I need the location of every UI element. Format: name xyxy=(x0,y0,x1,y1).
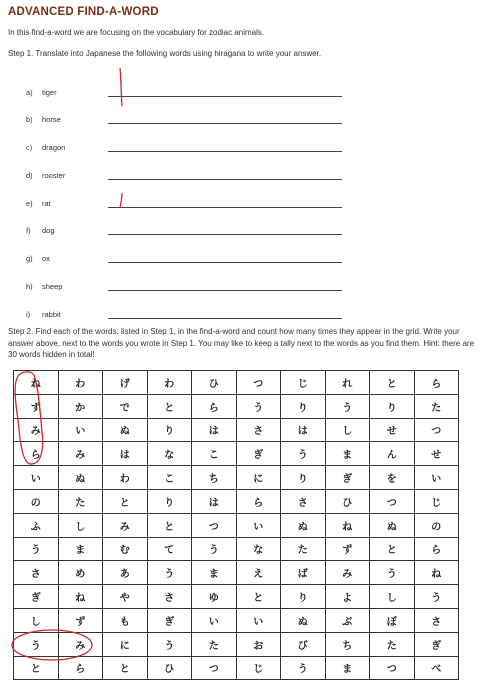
grid-cell[interactable]: し xyxy=(14,608,59,632)
grid-cell[interactable]: と xyxy=(103,489,148,513)
vocab-item xyxy=(26,282,356,296)
grid-cell[interactable]: ね xyxy=(58,585,103,609)
grid-cell[interactable]: ん xyxy=(370,442,415,466)
grid-cell[interactable]: う xyxy=(325,394,370,418)
grid-cell[interactable]: ぎ xyxy=(414,632,459,656)
intro-text: In this find-a-word we are focusing on the vocabulary for zodiac animals. xyxy=(8,28,265,37)
grid-cell[interactable]: い xyxy=(236,608,281,632)
grid-cell[interactable]: を xyxy=(370,466,415,490)
answer-line[interactable] xyxy=(108,318,342,319)
answer-line[interactable] xyxy=(108,290,342,291)
grid-cell[interactable]: げ xyxy=(103,371,148,395)
grid-cell[interactable]: れ xyxy=(325,371,370,395)
grid-cell[interactable]: う xyxy=(147,632,192,656)
grid-cell[interactable]: た xyxy=(370,632,415,656)
grid-cell[interactable]: ぬ xyxy=(370,513,415,537)
vocab-letter: h) xyxy=(26,282,33,291)
grid-cell[interactable]: ね xyxy=(14,371,59,395)
vocab-word: ox xyxy=(42,254,50,263)
grid-row xyxy=(14,656,459,680)
grid-cell[interactable]: み xyxy=(14,418,59,442)
vocab-letter: c) xyxy=(26,143,33,152)
grid-cell[interactable]: と xyxy=(147,394,192,418)
grid-cell[interactable]: ら xyxy=(236,489,281,513)
grid-cell[interactable]: み xyxy=(58,442,103,466)
vocab-item xyxy=(26,171,356,185)
vocab-word: dog xyxy=(42,226,55,235)
vocab-letter: f) xyxy=(26,226,31,235)
grid-cell[interactable]: う xyxy=(281,442,326,466)
vocab-letter: a) xyxy=(26,88,33,97)
answer-line[interactable] xyxy=(108,262,342,263)
grid-cell[interactable]: し xyxy=(58,513,103,537)
grid-cell[interactable]: ゆ xyxy=(192,585,237,609)
grid-cell[interactable]: や xyxy=(103,585,148,609)
step1-instructions: Step 1. Translate into Japanese the following words using hiragana to write your answer. xyxy=(8,49,322,58)
grid-cell[interactable]: さ xyxy=(236,418,281,442)
worksheet-title: ADVANCED FIND-A-WORD xyxy=(8,6,159,18)
grid-cell[interactable]: じ xyxy=(414,489,459,513)
grid-cell[interactable]: ぶ xyxy=(325,608,370,632)
grid-cell[interactable]: に xyxy=(103,632,148,656)
grid-cell[interactable]: な xyxy=(147,442,192,466)
grid-row xyxy=(14,442,459,466)
grid-cell[interactable]: ま xyxy=(325,442,370,466)
vocab-item xyxy=(26,254,356,268)
grid-cell[interactable]: い xyxy=(14,466,59,490)
grid-cell[interactable]: つ xyxy=(370,656,415,680)
grid-cell[interactable]: う xyxy=(236,394,281,418)
grid-cell[interactable]: ず xyxy=(14,394,59,418)
grid-cell[interactable]: さ xyxy=(14,561,59,585)
grid-row xyxy=(14,561,459,585)
grid-cell[interactable]: い xyxy=(58,418,103,442)
grid-cell[interactable]: ぬ xyxy=(103,418,148,442)
grid-cell[interactable]: ぬ xyxy=(58,466,103,490)
grid-cell[interactable]: ひ xyxy=(192,371,237,395)
grid-cell[interactable]: め xyxy=(58,561,103,585)
grid-cell[interactable]: う xyxy=(370,561,415,585)
answer-line[interactable] xyxy=(108,123,342,124)
grid-cell[interactable]: つ xyxy=(370,489,415,513)
grid-cell[interactable]: で xyxy=(103,394,148,418)
grid-cell[interactable]: ず xyxy=(325,537,370,561)
grid-cell[interactable]: と xyxy=(14,656,59,680)
grid-cell[interactable]: り xyxy=(147,418,192,442)
grid-cell[interactable]: り xyxy=(370,394,415,418)
vocab-word: tiger xyxy=(42,88,57,97)
grid-cell[interactable]: は xyxy=(192,418,237,442)
grid-cell[interactable]: あ xyxy=(103,561,148,585)
vocab-word: sheep xyxy=(42,282,63,291)
vocab-word: rooster xyxy=(42,171,66,180)
grid-cell[interactable]: せ xyxy=(370,418,415,442)
grid-cell[interactable]: い xyxy=(236,513,281,537)
vocab-item xyxy=(26,199,356,213)
grid-cell[interactable]: つ xyxy=(192,656,237,680)
grid-cell[interactable]: は xyxy=(103,442,148,466)
grid-cell[interactable]: せ xyxy=(414,442,459,466)
grid-cell[interactable]: は xyxy=(281,418,326,442)
grid-cell[interactable]: さ xyxy=(147,585,192,609)
grid-cell[interactable]: ぬ xyxy=(281,513,326,537)
grid-cell[interactable]: い xyxy=(192,608,237,632)
step2-instructions: Step 2. Find each of the words, listed in Step 1, in the find-a-word and count how many times they appear in the grid. Write your answer above, next to the words you wrote in Step 1. You may like to keep a tally next to the words as you find them. Hint: there are 30 words hidden in total! xyxy=(8,327,475,359)
grid-cell[interactable]: ふ xyxy=(14,513,59,537)
vocab-word: rat xyxy=(42,199,51,208)
grid-cell[interactable]: べ xyxy=(414,656,459,680)
grid-row xyxy=(14,608,459,632)
grid-cell[interactable]: の xyxy=(414,513,459,537)
vocab-letter: g) xyxy=(26,254,33,263)
grid-cell[interactable]: う xyxy=(14,537,59,561)
vocab-word: rabbit xyxy=(42,310,61,319)
grid-cell[interactable]: て xyxy=(147,537,192,561)
grid-cell[interactable]: の xyxy=(14,489,59,513)
grid-cell[interactable]: た xyxy=(281,537,326,561)
answer-line[interactable] xyxy=(108,151,342,152)
grid-cell[interactable]: も xyxy=(103,608,148,632)
grid-cell[interactable]: た xyxy=(192,632,237,656)
grid-cell[interactable]: ぼ xyxy=(370,608,415,632)
grid-row xyxy=(14,537,459,561)
grid-row xyxy=(14,489,459,513)
vocab-letter: d) xyxy=(26,171,33,180)
grid-cell[interactable]: う xyxy=(147,561,192,585)
vocab-letter: i) xyxy=(26,310,31,319)
grid-cell[interactable]: え xyxy=(236,561,281,585)
grid-cell[interactable]: お xyxy=(236,632,281,656)
grid-cell[interactable]: じ xyxy=(236,656,281,680)
grid-cell[interactable]: ぬ xyxy=(281,608,326,632)
vocab-letter: b) xyxy=(26,115,33,124)
grid-cell[interactable]: と xyxy=(103,656,148,680)
grid-cell[interactable]: わ xyxy=(58,371,103,395)
grid-cell[interactable]: ら xyxy=(58,656,103,680)
grid-cell[interactable]: つ xyxy=(236,371,281,395)
grid-row xyxy=(14,585,459,609)
grid-cell[interactable]: り xyxy=(147,489,192,513)
grid-cell[interactable]: と xyxy=(370,537,415,561)
grid-cell[interactable]: ら xyxy=(14,442,59,466)
find-a-word-grid xyxy=(13,370,459,680)
grid-cell[interactable]: わ xyxy=(103,466,148,490)
grid-cell[interactable]: つ xyxy=(192,513,237,537)
grid-cell[interactable]: こ xyxy=(147,466,192,490)
answer-line[interactable] xyxy=(108,96,342,97)
grid-row xyxy=(14,371,459,395)
grid-cell[interactable]: り xyxy=(281,585,326,609)
grid-cell[interactable]: む xyxy=(103,537,148,561)
grid-cell[interactable]: ら xyxy=(414,371,459,395)
grid-cell[interactable]: う xyxy=(192,537,237,561)
vocab-item xyxy=(26,115,356,129)
grid-cell[interactable]: し xyxy=(370,585,415,609)
grid-cell[interactable]: ま xyxy=(58,537,103,561)
grid-row xyxy=(14,394,459,418)
answer-line[interactable] xyxy=(108,207,342,208)
grid-cell[interactable]: じ xyxy=(281,371,326,395)
grid-cell[interactable]: ぎ xyxy=(147,608,192,632)
grid-cell[interactable]: わ xyxy=(147,371,192,395)
grid-cell[interactable]: さ xyxy=(281,489,326,513)
grid-cell[interactable]: ず xyxy=(58,608,103,632)
grid-cell[interactable]: と xyxy=(236,585,281,609)
grid-cell[interactable]: ひ xyxy=(325,489,370,513)
grid-cell[interactable]: と xyxy=(147,513,192,537)
grid-cell[interactable]: り xyxy=(281,466,326,490)
grid-cell[interactable]: み xyxy=(103,513,148,537)
grid-cell[interactable]: ら xyxy=(414,537,459,561)
grid-cell[interactable]: み xyxy=(58,632,103,656)
grid-cell[interactable]: う xyxy=(281,656,326,680)
grid-cell[interactable]: び xyxy=(281,632,326,656)
grid-cell[interactable]: ち xyxy=(325,632,370,656)
grid-cell[interactable]: よ xyxy=(325,585,370,609)
grid-row xyxy=(14,513,459,537)
grid-cell[interactable]: ね xyxy=(325,513,370,537)
answer-line[interactable] xyxy=(108,234,342,235)
grid-row xyxy=(14,632,459,656)
vocab-word: dragon xyxy=(42,143,66,152)
grid-cell[interactable]: み xyxy=(325,561,370,585)
grid-cell[interactable]: い xyxy=(414,466,459,490)
grid-cell[interactable]: ぎ xyxy=(14,585,59,609)
grid-row xyxy=(14,466,459,490)
grid-cell[interactable]: ら xyxy=(192,394,237,418)
grid-cell[interactable]: ね xyxy=(414,561,459,585)
grid-cell[interactable]: と xyxy=(370,371,415,395)
grid-cell[interactable]: ち xyxy=(192,466,237,490)
grid-cell[interactable]: ひ xyxy=(147,656,192,680)
vocab-item xyxy=(26,310,356,324)
grid-cell[interactable]: し xyxy=(325,418,370,442)
vocab-item xyxy=(26,143,356,157)
grid-cell[interactable]: な xyxy=(236,537,281,561)
vocab-item xyxy=(26,88,356,102)
vocab-word: horse xyxy=(42,115,61,124)
vocab-letter: e) xyxy=(26,199,33,208)
grid-cell[interactable]: ば xyxy=(281,561,326,585)
grid-row xyxy=(14,418,459,442)
grid-cell[interactable]: た xyxy=(414,394,459,418)
vocab-item xyxy=(26,226,356,240)
grid-cell[interactable]: ま xyxy=(192,561,237,585)
grid-cell[interactable]: ま xyxy=(325,656,370,680)
grid-cell[interactable]: は xyxy=(192,489,237,513)
grid-cell[interactable]: に xyxy=(236,466,281,490)
answer-line[interactable] xyxy=(108,179,342,180)
grid-cell[interactable]: た xyxy=(58,489,103,513)
grid-cell[interactable]: う xyxy=(414,585,459,609)
grid-cell[interactable]: こ xyxy=(192,442,237,466)
grid-cell[interactable]: つ xyxy=(414,418,459,442)
grid-cell[interactable]: ぎ xyxy=(325,466,370,490)
grid-cell[interactable]: か xyxy=(58,394,103,418)
grid-cell[interactable]: ぎ xyxy=(236,442,281,466)
grid-cell[interactable]: さ xyxy=(414,608,459,632)
grid-cell[interactable]: う xyxy=(14,632,59,656)
vocab-list xyxy=(0,0,484,330)
grid-cell[interactable]: り xyxy=(281,394,326,418)
